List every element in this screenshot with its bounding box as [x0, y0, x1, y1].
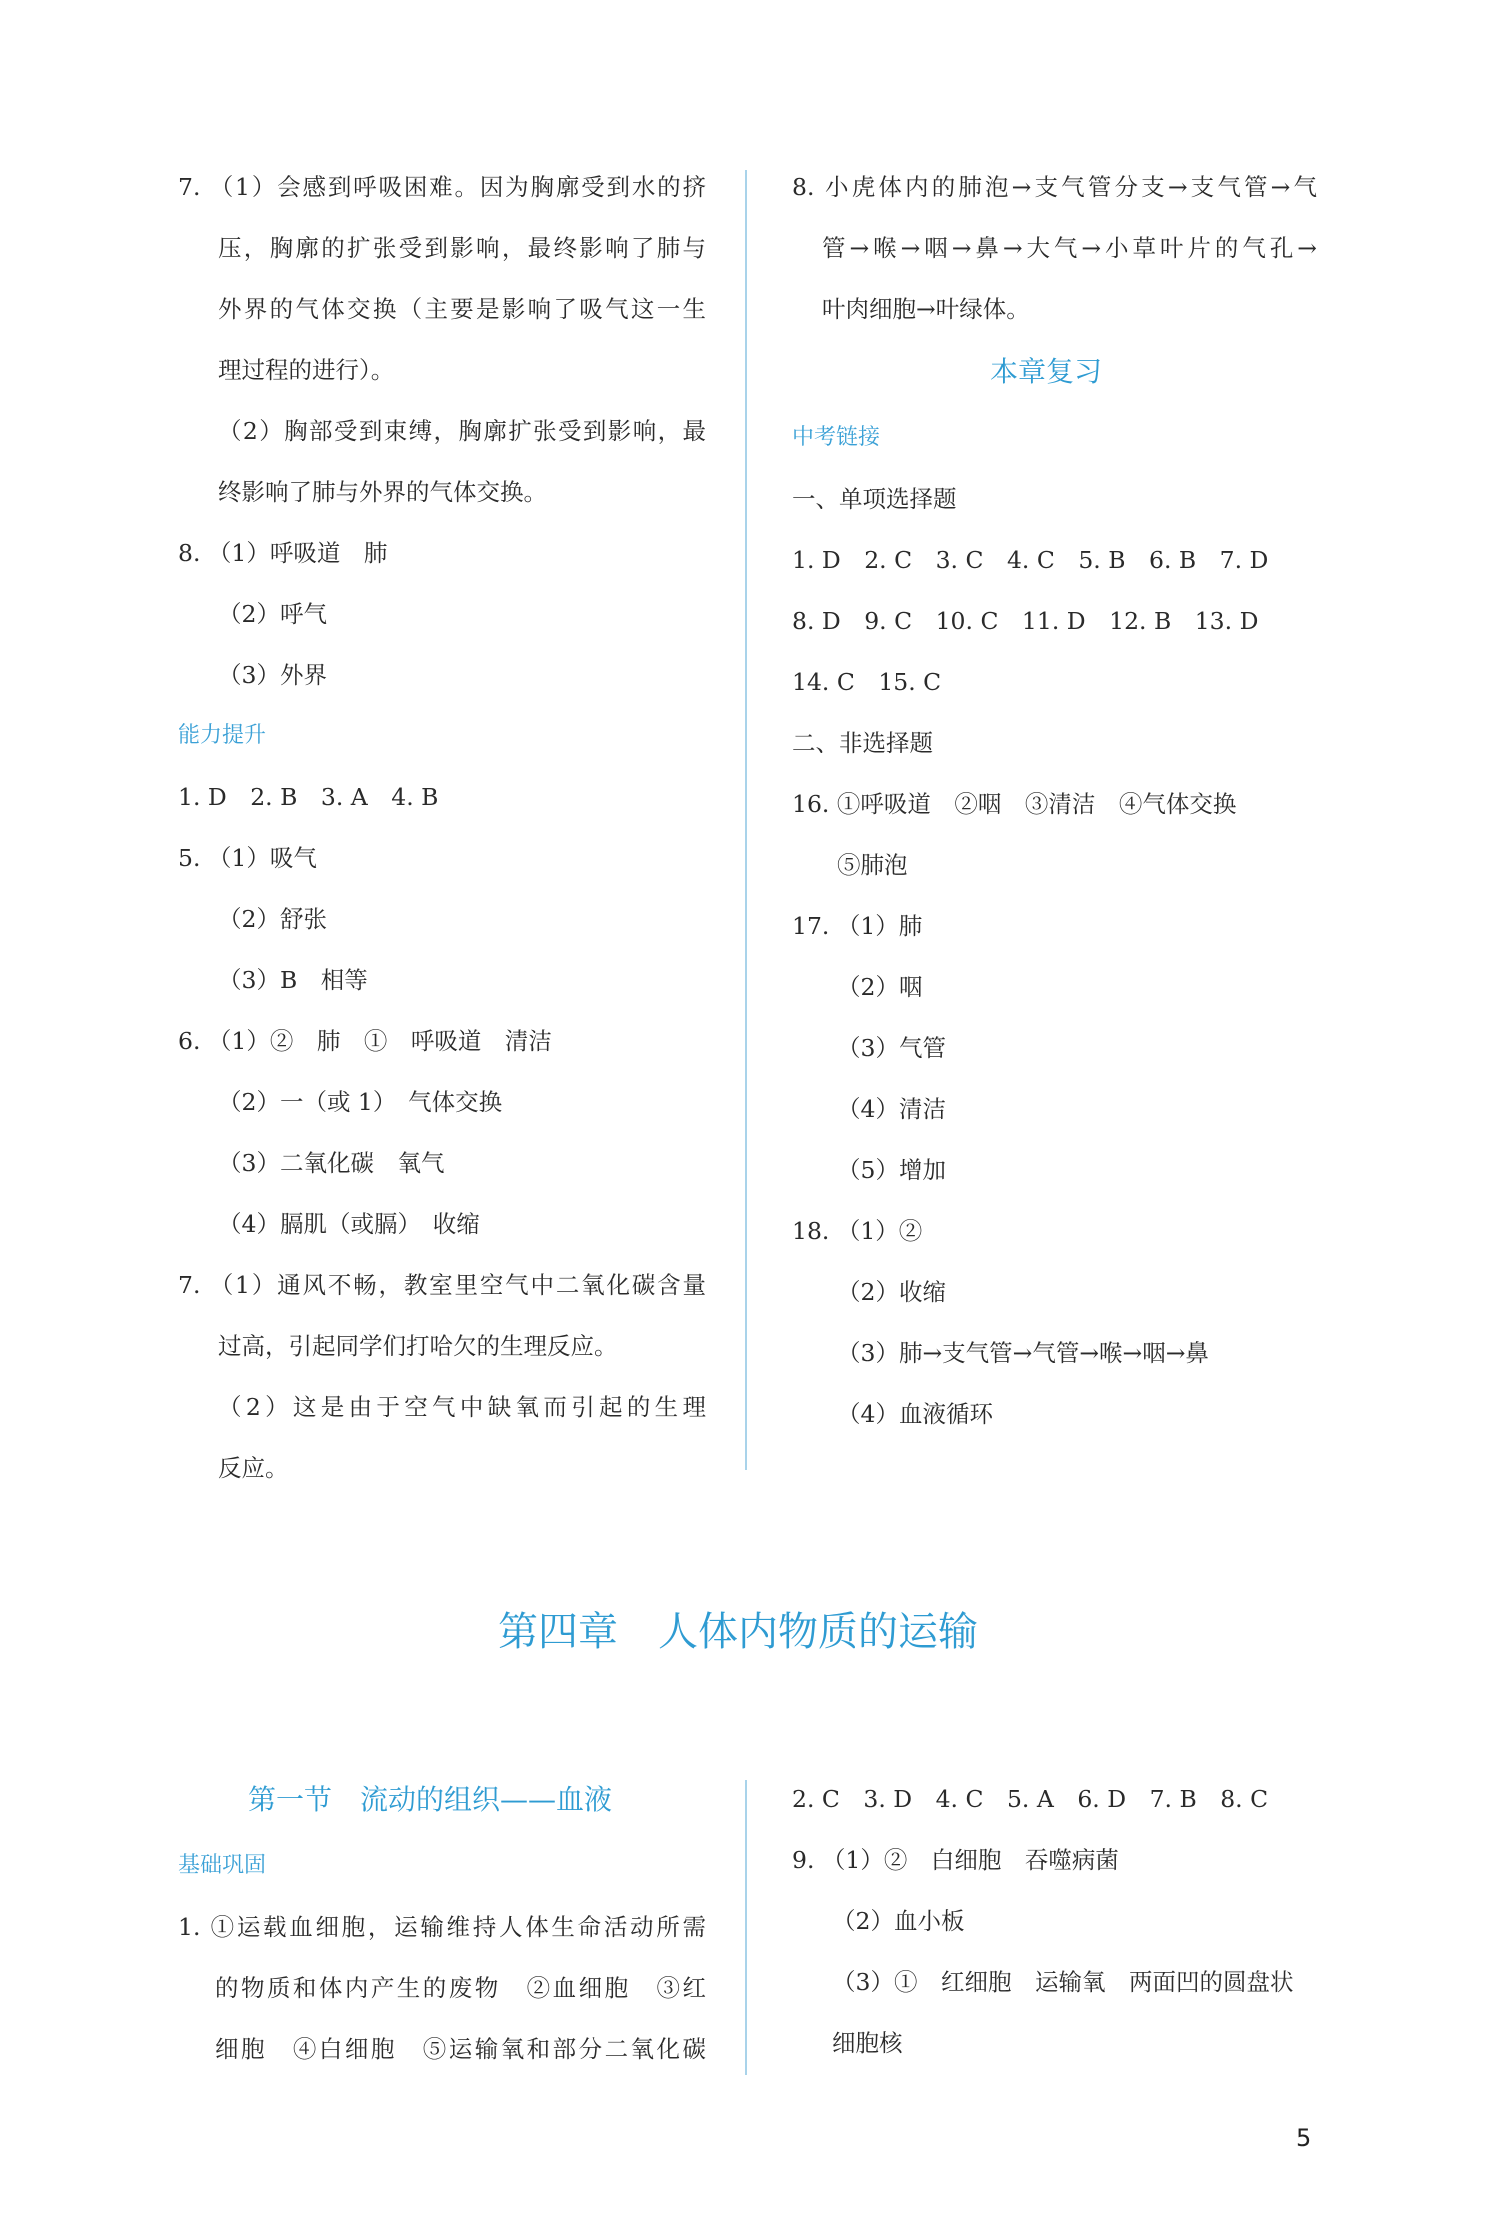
answer-line: 细胞 ④白细胞 ⑤运输氧和部分二氧化碳 [215, 2035, 706, 2063]
column-divider [745, 170, 747, 1470]
answer-line: 的物质和体内产生的废物 ②血细胞 ③红 [215, 1974, 706, 2002]
ability-heading: 能力提升 [178, 723, 267, 748]
basic-heading: 基础巩固 [178, 1853, 267, 1878]
answer-line: （2）胸部受到束缚，胸廓扩张受到影响，最 [218, 417, 706, 445]
answer-line: （4）血液循环 [837, 1400, 993, 1428]
answer-line: （2）收缩 [837, 1278, 946, 1306]
answer-line: （3）外界 [218, 661, 327, 689]
answer-line: 6. （1）② 肺 ① 呼吸道 清洁 [178, 1027, 552, 1055]
section-heading: 一、单项选择题 [792, 485, 957, 513]
answer-line: （2）舒张 [218, 905, 327, 933]
answer-line: 细胞核 [832, 2029, 903, 2057]
exam-link-heading: 中考链接 [792, 425, 881, 450]
answer-line: 8. （1）呼吸道 肺 [178, 539, 388, 567]
answer-line: ⑤肺泡 [837, 851, 908, 879]
answer-line: 9. （1）② 白细胞 吞噬病菌 [792, 1846, 1119, 1874]
answer-line: 7. （1）会感到呼吸困难。因为胸廓受到水的挤 [178, 173, 706, 201]
answer-line: （3）二氧化碳 氧气 [218, 1149, 445, 1177]
answer-line: （2）呼气 [218, 600, 327, 628]
answer-line: 18. （1）② [792, 1217, 923, 1245]
answer-line: 过高，引起同学们打哈欠的生理反应。 [218, 1332, 618, 1360]
answer-line: （5）增加 [837, 1156, 946, 1184]
answer-line: 压，胸廓的扩张受到影响，最终影响了肺与 [218, 234, 706, 262]
answer-line: （4）清洁 [837, 1095, 946, 1123]
answer-line: 终影响了肺与外界的气体交换。 [218, 478, 547, 506]
answer-line: 叶肉细胞→叶绿体。 [822, 295, 1030, 323]
answer-line: 理过程的进行）。 [218, 356, 395, 384]
chapter-title: 第四章 人体内物质的运输 [498, 1609, 978, 1655]
answer-line: （4）膈肌（或膈） 收缩 [218, 1210, 480, 1238]
answer-line: （2）咽 [837, 973, 923, 1001]
section-title: 第一节 流动的组织——血液 [248, 1783, 613, 1816]
answer-line: 5. （1）吸气 [178, 844, 317, 872]
column-divider [745, 1780, 747, 2075]
answer-line: （3）气管 [837, 1034, 946, 1062]
page-number: 5 [1296, 2124, 1312, 2152]
answer-line: 管→喉→咽→鼻→大气→小草叶片的气孔→ [822, 234, 1317, 262]
answer-line: （3）① 红细胞 运输氧 两面凹的圆盘状 [832, 1968, 1294, 1996]
answer-line: 8. D 9. C 10. C 11. D 12. B 13. D [792, 607, 1259, 635]
answer-line: 1. D 2. C 3. C 4. C 5. B 6. B 7. D [792, 546, 1269, 574]
answer-line: 8. 小虎体内的肺泡→支气管分支→支气管→气 [792, 173, 1317, 201]
section-heading: 二、非选择题 [792, 729, 933, 757]
answer-line: 2. C 3. D 4. C 5. A 6. D 7. B 8. C [792, 1785, 1269, 1813]
answer-line: （2）一（或 1） 气体交换 [218, 1088, 503, 1116]
answer-line: （2）这是由于空气中缺氧而引起的生理 [218, 1393, 706, 1421]
answer-line: 17. （1）肺 [792, 912, 923, 940]
chapter-review-title: 本章复习 [990, 355, 1103, 388]
answer-line: 反应。 [218, 1454, 289, 1482]
answer-line: 1. D 2. B 3. A 4. B [178, 783, 439, 811]
answer-line: 7. （1）通风不畅，教室里空气中二氧化碳含量 [178, 1271, 706, 1299]
answer-line: 外界的气体交换（主要是影响了吸气这一生 [218, 295, 706, 323]
answer-line: （3）肺→支气管→气管→喉→咽→鼻 [837, 1339, 1209, 1367]
answer-line: （3）B 相等 [218, 966, 368, 994]
answer-line: （2）血小板 [832, 1907, 965, 1935]
answer-line: 1. ①运载血细胞，运输维持人体生命活动所需 [178, 1913, 706, 1941]
answer-line: 14. C 15. C [792, 668, 942, 696]
answer-line: 16. ①呼吸道 ②咽 ③清洁 ④气体交换 [792, 790, 1237, 818]
